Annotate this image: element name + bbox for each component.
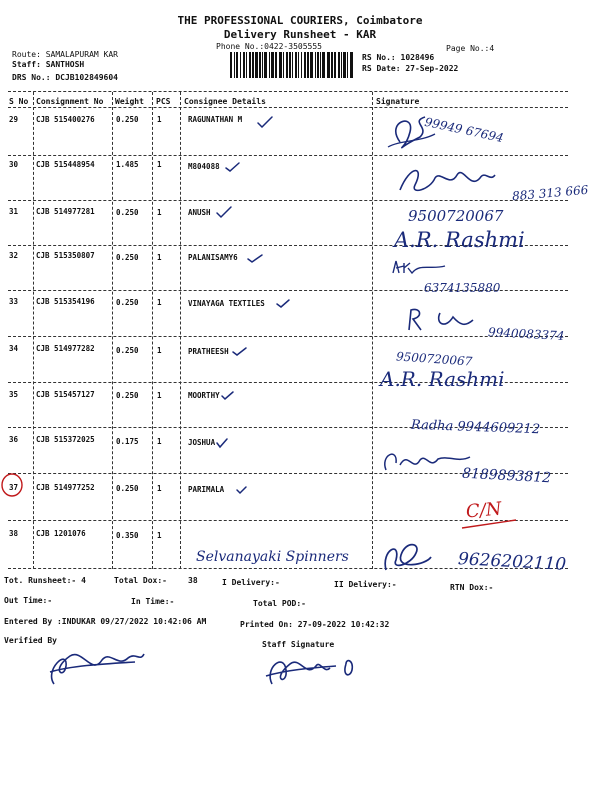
page-number: Page No.:4 <box>446 44 495 53</box>
rs-date: RS Date: 27-Sep-2022 <box>362 64 459 73</box>
row-consignment: CJB 514977282 <box>36 344 95 353</box>
row-consignee: JOSHUA <box>188 438 216 447</box>
row-pcs: 1 <box>157 115 162 124</box>
handwritten-phone: 8189893812 <box>461 465 552 487</box>
handwritten-phone: 9500720067 <box>395 349 473 369</box>
col-consignee: Consignee Details <box>184 97 266 106</box>
total-pod: Total POD:- <box>253 599 306 608</box>
row-weight: 0.250 <box>116 346 139 355</box>
row-weight: 1.485 <box>116 160 139 169</box>
entered-by: Entered By :INDUKAR 09/27/2022 10:42:06 AM <box>4 617 207 626</box>
row-weight: 0.250 <box>116 253 139 262</box>
row-consignee: RAGUNATHAN M <box>188 115 243 124</box>
row-pcs: 1 <box>157 298 162 307</box>
drs-number: DRS No.: DCJB102849604 <box>12 73 118 82</box>
row-consignment: CJB 515448954 <box>36 160 95 169</box>
row-consignment: CJB 514977252 <box>36 483 95 492</box>
verified-by: Verified By <box>4 636 57 645</box>
rtn-dox: RTN Dox:- <box>450 583 494 592</box>
staff: Staff: SANTHOSH <box>12 60 85 69</box>
row-pcs: 1 <box>157 253 162 262</box>
row-consignee: PALANISAMY6 <box>188 253 238 262</box>
row-sno: 38 <box>9 529 19 538</box>
row-consignee: MOORTHY <box>188 391 220 400</box>
row-weight: 0.175 <box>116 437 139 446</box>
row-sno: 29 <box>9 115 19 124</box>
in-time: In Time:- <box>131 597 175 606</box>
signature-row-33 <box>405 305 485 335</box>
signature-row-30 <box>395 160 505 200</box>
phone-number: Phone No.:0422-3505555 <box>216 42 322 51</box>
runsheet-subtitle: Delivery Runsheet - KAR <box>223 28 377 41</box>
signature-row-32 <box>390 258 460 278</box>
barcode <box>230 52 355 80</box>
row-consignee: VINAYAGA TEXTILES <box>188 299 265 308</box>
ii-delivery: II Delivery:- <box>334 580 397 589</box>
handwritten-name: A.R. Rashmi <box>380 367 505 391</box>
red-circle-mark <box>0 470 30 500</box>
column-line <box>33 92 34 569</box>
row-pcs: 1 <box>157 391 162 400</box>
route: Route: SAMALAPURAM KAR <box>12 50 118 59</box>
col-sno: S No <box>9 97 29 106</box>
row-consignment: CJB 1201076 <box>36 529 86 538</box>
row-divider <box>8 155 568 156</box>
cn-mark: C/N <box>465 498 503 523</box>
col-consignment: Consignment No <box>36 97 104 106</box>
row-sno: 35 <box>9 390 19 399</box>
row-sno: 30 <box>9 160 19 169</box>
handwritten-name: Selvanayaki Spinners <box>196 549 349 565</box>
column-line <box>372 92 373 569</box>
row-weight: 0.250 <box>116 484 139 493</box>
row-sno: 31 <box>9 207 19 216</box>
row-consignee: PARIMALA <box>188 485 225 494</box>
rs-number: RS No.: 1028496 <box>362 53 435 62</box>
row-consignee: M804088 <box>188 162 220 171</box>
row-pcs: 1 <box>157 437 162 446</box>
col-weight: Weight <box>115 97 144 106</box>
total-dox-value: 38 <box>188 576 198 585</box>
row-sno: 37 <box>9 483 19 492</box>
divider <box>8 107 568 108</box>
col-pcs: PCS <box>156 97 171 106</box>
staff-signature-mark <box>262 646 362 694</box>
row-sno: 32 <box>9 251 19 260</box>
row-consignment: CJB 515372025 <box>36 435 95 444</box>
row-pcs: 1 <box>157 346 162 355</box>
column-line <box>152 92 153 569</box>
handwritten-phone: 99949 67694 <box>423 114 505 146</box>
handwritten-name: A.R. Rashmi <box>394 228 525 252</box>
row-consignment: CJB 514977281 <box>36 207 95 216</box>
column-line <box>112 92 113 569</box>
row-consignment: CJB 515354196 <box>36 297 95 306</box>
cn-underline <box>460 502 520 532</box>
row-consignment: CJB 515457127 <box>36 390 95 399</box>
row-consignment: CJB 515400276 <box>36 115 95 124</box>
column-line <box>180 92 181 569</box>
printed-on: Printed On: 27-09-2022 10:42:32 <box>240 620 390 629</box>
divider <box>8 91 568 92</box>
row-sno: 33 <box>9 297 19 306</box>
row-weight: 0.250 <box>116 298 139 307</box>
row-weight: 0.250 <box>116 115 139 124</box>
row-consignment: CJB 515350807 <box>36 251 95 260</box>
out-time: Out Time:- <box>4 596 53 605</box>
handwritten-phone: 883 313 666 <box>511 182 589 204</box>
col-signature: Signature <box>376 97 420 106</box>
row-sno: 34 <box>9 344 19 353</box>
row-pcs: 1 <box>157 531 162 540</box>
handwritten-phone: 9626202110 <box>457 549 567 575</box>
row-pcs: 1 <box>157 208 162 217</box>
handwritten-phone: 9940083374 <box>487 325 565 343</box>
verified-signature <box>40 642 150 690</box>
row-consignee: ANUSH <box>188 208 211 217</box>
handwritten-phone: 9500720067 <box>408 207 504 225</box>
row-divider <box>8 336 568 337</box>
i-delivery: I Delivery:- <box>222 578 280 587</box>
row-pcs: 1 <box>157 484 162 493</box>
row-sno: 36 <box>9 435 19 444</box>
row-weight: 0.350 <box>116 531 139 540</box>
row-divider <box>8 200 568 201</box>
row-consignee: PRATHEESH <box>188 347 229 356</box>
total-dox-label: Total Dox:- <box>114 576 167 585</box>
row-weight: 0.250 <box>116 208 139 217</box>
staff-signature: Staff Signature <box>262 640 335 649</box>
signature-row-38 <box>376 535 436 575</box>
handwritten-phone: 6374135880 <box>424 281 501 295</box>
row-pcs: 1 <box>157 160 162 169</box>
handwritten-phone: Radha 9944609212 <box>410 417 541 438</box>
row-weight: 0.250 <box>116 391 139 400</box>
total-runsheet: Tot. Runsheet:- 4 <box>4 576 86 585</box>
company-title: THE PROFESSIONAL COURIERS, Coimbatore <box>177 14 423 27</box>
